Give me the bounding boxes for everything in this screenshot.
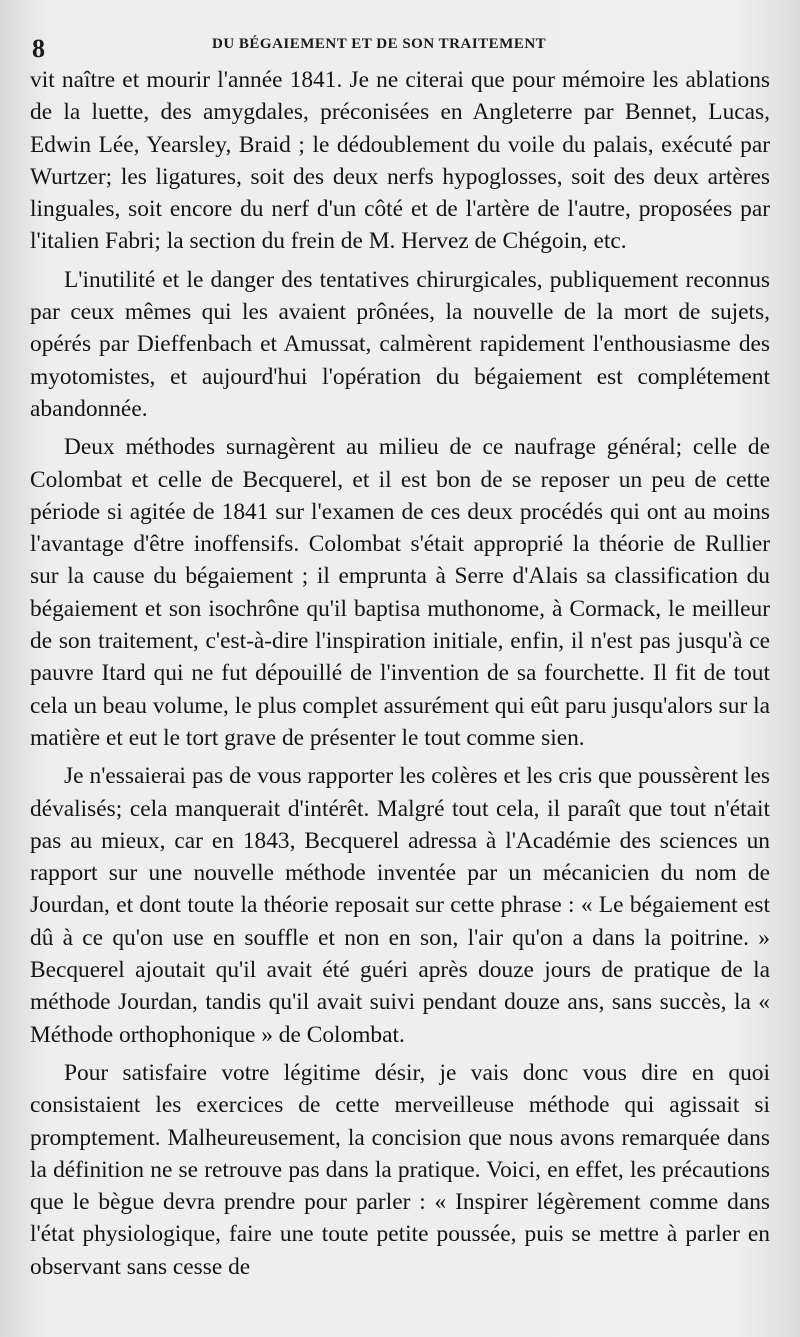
page-header	[32, 28, 770, 63]
paragraph: Deux méthodes surnagèrent au milieu de ce naufrage général; celle de Colombat et celle de Becquerel, et il est bon de se reposer un peu de cette période si agitée de 1841 sur l'examen de ces deux procédés qui ont au moins l'avantage d'être inoffensifs. Colombat s'était approprié la théorie de Rullier sur la cause du bégaiement ; il emprunta à Serre d'Alais sa classification du bégaiement et son isochrône qu'il baptisa muthonome, à Cormack, le meilleur de son traitement, c'est-à-dire l'inspiration initiale, enfin, il n'est pas jusqu'à ce pauvre Itard qui ne fut dépouillé de l'invention de sa fourchette. Il fit de tout cela un beau volume, le plus complet assurément qui eût paru jusqu'alors sur la matière et eut le tort grave de présenter le tout comme sien.	[30, 434, 770, 751]
running-title: DU BÉGAIEMENT ET DE SON TRAITEMENT	[212, 36, 547, 52]
paragraph: vit naître et mourir l'année 1841. Je ne citerai que pour mémoire les ablations de la luette, des amygdales, préconisées en Angleterre par Bennet, Lucas, Edwin Lée, Yearsley, Braid ; le dédoublement du voile du palais, exécuté par Wurtzer; les ligatures, soit des deux nerfs hypoglosses, soit des deux artères linguales, soit encore du nerf d'un côté et de l'artère de l'autre, proposées par l'italien Fabri; la section du frein de M. Hervez de Chégoin, etc.	[30, 67, 770, 255]
paragraph: Je n'essaierai pas de vous rapporter les colères et les cris que poussèrent les dévalisés; cela manquerait d'intérêt. Malgré tout cela, il paraît que tout n'était pas au mieux, car en 1843, Becquerel adressa à l'Académie des sciences un rapport sur une nouvelle méthode inventée par un mécanicien du nom de Jourdan, et dont toute la théorie reposait sur cette phrase : « Le bégaiement est dû à ce qu'on use en souffle et non en son, l'air qu'on a dans la poitrine. » Becquerel ajoutait qu'il avait été guéri après douze jours de pratique de la méthode Jourdan, tandis qu'il avait suivi pendant douze ans, sans succès, la « Méthode orthophonique » de Colombat.	[30, 763, 770, 1048]
paragraph: Pour satisfaire votre légitime désir, je vais donc vous dire en quoi consistaient les exercices de cette merveilleuse méthode qui agissait si promptement. Malheureusement, la concision que nous avons remarquée dans la définition ne se retrouve pas dans la pratique. Voici, en effet, les précautions que le bègue devra prendre pour parler : « Inspirer légèrement comme dans l'état physiologique, faire une toute petite poussée, puis se mettre à parler en observant sans cesse de	[30, 1059, 770, 1280]
paragraph: L'inutilité et le danger des tentatives chirurgicales, publiquement reconnus par ceux mêmes qui les avaient prônées, la nouvelle de la mort de sujets, opérés par Dieffenbach et Amussat, calmèrent rapidement l'enthousiasme des myotomistes, et aujourd'hui l'opération du bégaiement est complétement abandonnée.	[30, 266, 770, 422]
page-number: 8	[32, 34, 45, 63]
body-text	[30, 64, 770, 1283]
